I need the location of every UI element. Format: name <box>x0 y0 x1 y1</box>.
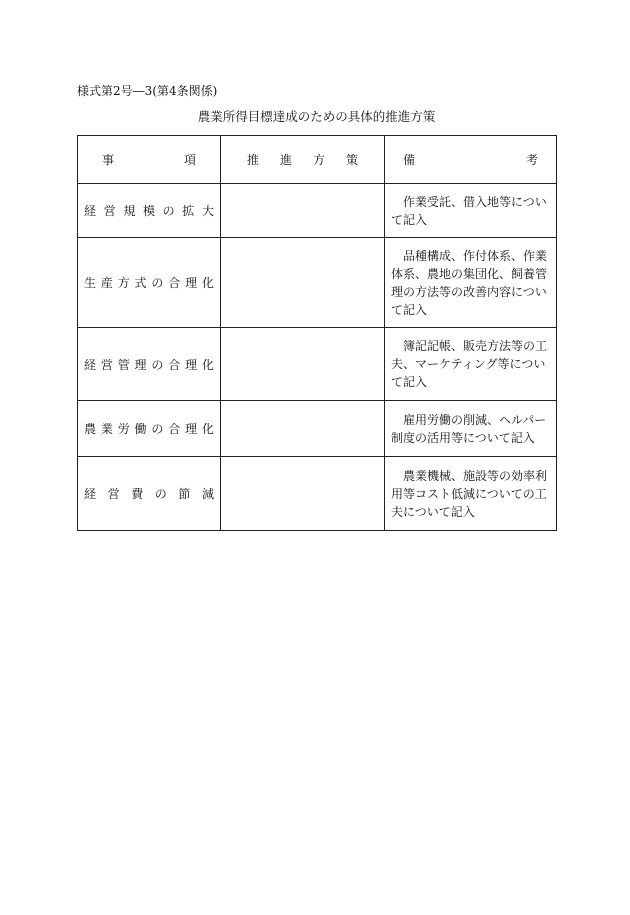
item-char: 営 <box>107 487 120 501</box>
header-char: 方 <box>312 153 325 167</box>
header-char: 推 <box>247 153 260 167</box>
item-char: 産 <box>100 276 113 290</box>
item-char: の <box>162 204 175 218</box>
item-char: 理 <box>185 276 198 290</box>
item-char: の <box>154 487 167 501</box>
item-char: 規 <box>123 204 136 218</box>
note-cell <box>385 328 557 401</box>
table-header-row <box>78 136 557 184</box>
note-text: 雇用労働の削減、ヘルパー制度の活用等について記入 <box>391 412 547 445</box>
item-char: 理 <box>134 357 147 372</box>
item-char: 経 <box>84 357 97 372</box>
table-row <box>78 238 557 328</box>
header-note-label <box>385 151 556 168</box>
item-char: 農 <box>84 422 97 436</box>
form-number-label: 様式第2号―3(第4条関係) <box>77 84 218 98</box>
header-char: 項 <box>183 153 196 167</box>
table-row <box>78 401 557 457</box>
item-char: 営 <box>100 357 113 372</box>
item-char: 式 <box>134 276 147 290</box>
item-char: 労 <box>117 422 130 436</box>
item-char: 理 <box>185 422 198 436</box>
item-cell <box>78 457 221 531</box>
note-text: 品種構成、作付体系、作業体系、農地の集団化、飼養管理の方法等の改善内容について記入 <box>391 248 548 317</box>
header-char: 備 <box>403 153 416 167</box>
item-label <box>78 202 220 219</box>
item-char: 合 <box>168 422 181 436</box>
item-label <box>78 274 220 291</box>
item-char: 経 <box>84 487 97 501</box>
item-label <box>78 420 220 437</box>
table-row <box>78 184 557 238</box>
item-cell <box>78 401 221 457</box>
item-label <box>78 356 220 373</box>
promotion-plan-table <box>77 135 557 531</box>
header-char: 策 <box>345 153 358 167</box>
measure-cell[interactable] <box>221 401 385 457</box>
item-char: 模 <box>142 204 155 218</box>
table-row <box>78 328 557 401</box>
item-char: の <box>151 422 164 436</box>
item-char: の <box>151 357 164 372</box>
header-note <box>385 136 557 184</box>
item-cell <box>78 184 221 238</box>
note-cell <box>385 238 557 328</box>
item-char: 生 <box>84 276 97 290</box>
item-char: 合 <box>168 357 181 372</box>
item-char: 化 <box>201 357 214 372</box>
note-cell <box>385 184 557 238</box>
item-label <box>78 485 220 502</box>
item-cell <box>78 328 221 401</box>
item-char: 経 <box>84 204 97 218</box>
note-text: 作業受託、借入地等について記入 <box>391 194 547 227</box>
measure-cell[interactable] <box>221 328 385 401</box>
header-item-label <box>78 151 220 168</box>
item-char: 減 <box>201 487 214 501</box>
document-title: 農業所得目標達成のための具体的推進方策 <box>197 109 436 124</box>
item-char: 管 <box>117 357 130 372</box>
header-measure-label <box>221 151 384 168</box>
item-char: 節 <box>178 487 191 501</box>
item-char: 合 <box>168 276 181 290</box>
measure-cell[interactable] <box>221 238 385 328</box>
note-cell <box>385 401 557 457</box>
header-char: 進 <box>279 153 292 167</box>
item-char: 業 <box>100 422 113 436</box>
item-char: 費 <box>131 487 144 501</box>
item-char: 理 <box>185 357 198 372</box>
item-char: 方 <box>117 276 130 290</box>
measure-cell[interactable] <box>221 184 385 238</box>
header-char: 考 <box>525 153 538 167</box>
header-item <box>78 136 221 184</box>
header-measure <box>221 136 385 184</box>
item-char: 化 <box>201 422 214 436</box>
note-text: 農業機械、施設等の効率利用等コスト低減についての工夫について記入 <box>391 468 548 519</box>
item-char: 営 <box>103 204 116 218</box>
note-cell <box>385 457 557 531</box>
item-char: の <box>151 276 164 290</box>
note-text: 簿記記帳、販売方法等の工夫、マーケティング等について記入 <box>391 339 548 389</box>
item-char: 大 <box>201 204 214 218</box>
item-char: 拡 <box>182 204 195 218</box>
header-char: 事 <box>102 153 115 167</box>
item-char: 化 <box>201 276 214 290</box>
measure-cell[interactable] <box>221 457 385 531</box>
item-char: 働 <box>134 422 147 436</box>
item-cell <box>78 238 221 328</box>
table-row <box>78 457 557 531</box>
